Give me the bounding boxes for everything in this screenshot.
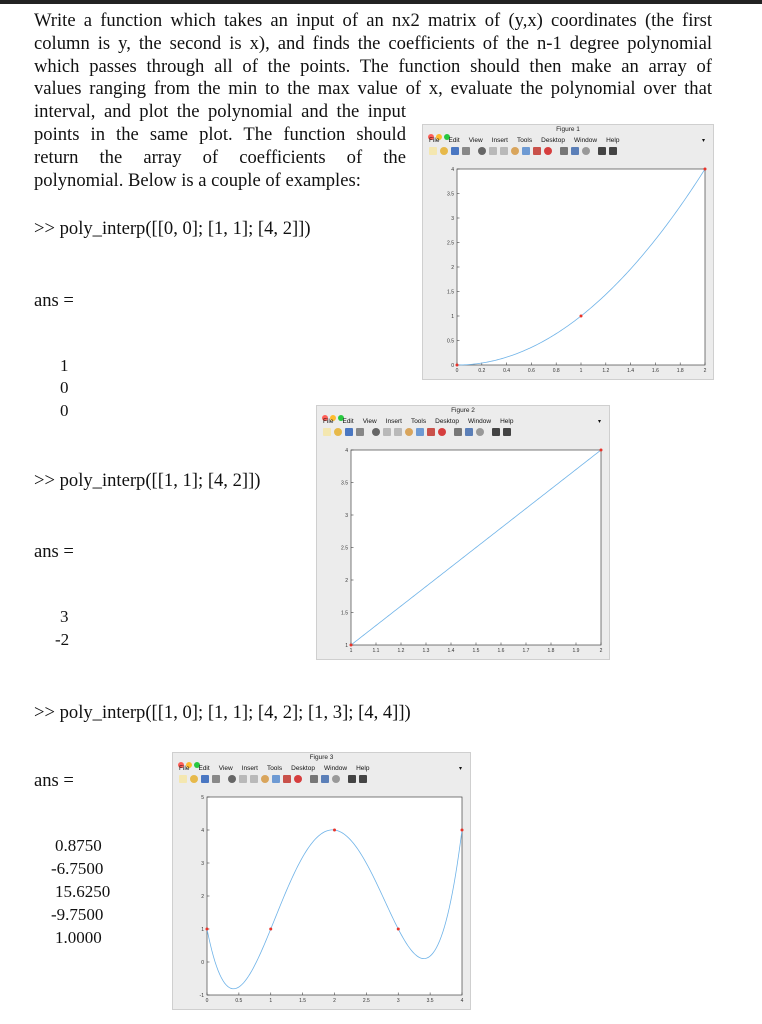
menu-item-help[interactable]: Help bbox=[356, 765, 370, 772]
top-border bbox=[0, 0, 762, 4]
x-tick-label: 0.6 bbox=[527, 368, 535, 374]
x-tick-label: 1.1 bbox=[372, 648, 380, 654]
menu-overflow-arrow-icon[interactable]: ▾ bbox=[701, 138, 705, 144]
x-tick-label: 1.4 bbox=[447, 648, 455, 654]
x-tick-label: 1 bbox=[269, 998, 273, 1004]
menu-item-window[interactable]: Window bbox=[467, 418, 492, 425]
menu-item-insert[interactable]: Insert bbox=[385, 418, 402, 425]
example-command: >> poly_interp([[0, 0]; [1, 1]; [4, 2]]) bbox=[34, 218, 311, 239]
data-point bbox=[456, 364, 459, 367]
axes-box bbox=[207, 797, 462, 995]
example-command: >> poly_interp([[1, 1]; [4, 2]]) bbox=[34, 470, 261, 491]
menu-item-help[interactable]: Help bbox=[500, 418, 514, 425]
x-tick-label: 0.8 bbox=[552, 368, 560, 374]
x-tick-label: 1.8 bbox=[547, 648, 555, 654]
y-tick-label: 0 bbox=[201, 959, 204, 966]
y-tick-label: 3 bbox=[345, 512, 348, 519]
y-tick-label: 4 bbox=[451, 166, 454, 173]
x-tick-label: 1.6 bbox=[497, 648, 505, 654]
y-tick-label: 2.5 bbox=[447, 240, 454, 247]
coefficient-value: -2 bbox=[55, 630, 70, 649]
x-tick-label: 1 bbox=[579, 368, 583, 374]
y-tick-label: 4 bbox=[345, 447, 348, 454]
y-tick-label: 0.5 bbox=[447, 338, 454, 345]
y-tick-label: 3 bbox=[201, 860, 204, 867]
x-tick-label: 1.3 bbox=[422, 648, 430, 654]
x-tick-label: 1.8 bbox=[676, 368, 684, 374]
x-tick-label: 1.9 bbox=[572, 648, 580, 654]
y-tick-label: 2 bbox=[201, 893, 204, 900]
coefficient-value: -6.7500 bbox=[51, 859, 104, 878]
example-command: >> poly_interp([[1, 0]; [1, 1]; [4, 2]; [1, 3]; [4, 4]]) bbox=[34, 702, 411, 723]
menu-item-desktop[interactable]: Desktop bbox=[541, 137, 565, 144]
figure-title: Figure 2 bbox=[451, 407, 475, 414]
data-point bbox=[704, 168, 707, 171]
x-tick-label: 4 bbox=[460, 998, 464, 1004]
menu-item-file[interactable]: File bbox=[429, 137, 440, 144]
coefficient-value: -9.7500 bbox=[51, 905, 104, 924]
y-tick-label: 5 bbox=[201, 794, 204, 801]
coefficient-value: 1.0000 bbox=[55, 928, 102, 947]
menu-overflow-arrow-icon[interactable]: ▾ bbox=[458, 766, 462, 772]
data-point bbox=[333, 829, 336, 832]
x-tick-label: 3 bbox=[396, 998, 400, 1004]
plot-area[interactable] bbox=[423, 125, 713, 379]
figure-window-3[interactable] bbox=[172, 752, 471, 1010]
y-tick-label: 1.5 bbox=[341, 610, 348, 617]
x-tick-label: 1.7 bbox=[522, 648, 530, 654]
data-point bbox=[580, 315, 583, 318]
data-point bbox=[269, 928, 272, 931]
x-tick-label: 0 bbox=[205, 998, 209, 1004]
menu-item-view[interactable]: View bbox=[218, 765, 233, 772]
axes-box bbox=[457, 169, 705, 365]
problem-line: return the array of coefficients of the bbox=[34, 146, 406, 168]
menu-item-desktop[interactable]: Desktop bbox=[291, 765, 315, 772]
problem-line: points in the same plot. The function should bbox=[34, 123, 406, 145]
ans-label: ans = bbox=[34, 541, 74, 562]
menu-item-window[interactable]: Window bbox=[323, 765, 348, 772]
menu-item-tools[interactable]: Tools bbox=[516, 137, 533, 144]
data-point bbox=[350, 644, 353, 647]
x-tick-label: 1 bbox=[349, 648, 353, 654]
x-tick-label: 2 bbox=[703, 368, 707, 374]
y-tick-label: 3 bbox=[451, 215, 454, 222]
coefficient-value: 0 bbox=[60, 378, 69, 397]
figure-window-2[interactable] bbox=[316, 405, 610, 660]
y-tick-label: 2 bbox=[451, 264, 454, 271]
menu-item-file[interactable]: File bbox=[179, 765, 190, 772]
x-tick-label: 2 bbox=[599, 648, 603, 654]
figure-title: Figure 3 bbox=[309, 754, 334, 761]
x-tick-label: 1.4 bbox=[627, 368, 635, 374]
data-point bbox=[461, 829, 464, 832]
data-point bbox=[206, 928, 209, 931]
x-tick-label: 0 bbox=[455, 368, 459, 374]
menu-item-help[interactable]: Help bbox=[606, 137, 620, 144]
coefficient-value: 0 bbox=[60, 401, 69, 420]
y-tick-label: 4 bbox=[201, 827, 204, 834]
figure-title: Figure 1 bbox=[556, 126, 580, 133]
plot-area[interactable] bbox=[317, 406, 609, 659]
x-tick-label: 1.6 bbox=[651, 368, 659, 374]
coefficient-value: 1 bbox=[60, 356, 69, 375]
data-point bbox=[397, 928, 400, 931]
menu-item-edit[interactable]: Edit bbox=[198, 765, 210, 772]
y-tick-label: 3.5 bbox=[447, 191, 454, 198]
menu-item-file[interactable]: File bbox=[323, 418, 334, 425]
problem-line: column is y, the second is x), and finds the coefficients of the n-1 degree polynomial bbox=[34, 32, 712, 54]
menu-item-edit[interactable]: Edit bbox=[342, 418, 354, 425]
x-tick-label: 1.5 bbox=[299, 998, 307, 1004]
menu-overflow-arrow-icon[interactable]: ▾ bbox=[597, 419, 601, 425]
coefficient-value: 15.6250 bbox=[55, 882, 111, 901]
ans-label: ans = bbox=[34, 770, 74, 791]
y-tick-label: 1 bbox=[345, 642, 348, 649]
coefficient-value: 3 bbox=[60, 607, 69, 626]
menu-item-view[interactable]: View bbox=[468, 137, 483, 144]
x-tick-label: 2 bbox=[333, 998, 336, 1004]
x-tick-label: 1.2 bbox=[397, 648, 405, 654]
problem-line: interval, and plot the polynomial and the input bbox=[34, 101, 406, 123]
problem-line: values ranging from the min to the max value of x, evaluate the polynomial over that bbox=[34, 78, 712, 100]
y-tick-label: 2 bbox=[345, 577, 348, 584]
menu-item-window[interactable]: Window bbox=[573, 137, 598, 144]
problem-line: Write a function which takes an input of an nx2 matrix of (y,x) coordinates (the first bbox=[34, 10, 712, 31]
problem-line: which passes through all of the points. The function should then make an array of bbox=[34, 55, 712, 77]
menu-item-edit[interactable]: Edit bbox=[448, 137, 460, 144]
menu-item-insert[interactable]: Insert bbox=[241, 765, 258, 772]
y-tick-label: 2.5 bbox=[341, 545, 348, 552]
y-tick-label: 1 bbox=[451, 313, 454, 320]
x-tick-label: 2.5 bbox=[362, 998, 370, 1004]
ans-label: ans = bbox=[34, 290, 74, 311]
y-tick-label: 0 bbox=[451, 362, 454, 369]
menu-item-insert[interactable]: Insert bbox=[491, 137, 508, 144]
y-tick-label: -1 bbox=[199, 992, 204, 999]
menu-item-tools[interactable]: Tools bbox=[410, 418, 427, 425]
x-tick-label: 3.5 bbox=[426, 998, 434, 1004]
y-tick-label: 3.5 bbox=[341, 480, 348, 487]
menu-item-tools[interactable]: Tools bbox=[266, 765, 283, 772]
x-tick-label: 0.4 bbox=[503, 368, 511, 374]
coefficient-value: 0.8750 bbox=[55, 836, 102, 855]
x-tick-label: 0.5 bbox=[235, 998, 243, 1004]
menu-item-view[interactable]: View bbox=[362, 418, 377, 425]
problem-line: polynomial. Below is a couple of examples: bbox=[34, 169, 361, 191]
x-tick-label: 1.5 bbox=[472, 648, 480, 654]
menu-item-desktop[interactable]: Desktop bbox=[435, 418, 459, 425]
figure-window-1[interactable] bbox=[422, 124, 714, 380]
x-tick-label: 0.2 bbox=[478, 368, 486, 374]
data-point bbox=[600, 449, 603, 452]
y-tick-label: 1 bbox=[201, 926, 204, 933]
plot-area[interactable] bbox=[173, 753, 470, 1009]
y-tick-label: 1.5 bbox=[447, 289, 454, 296]
x-tick-label: 1.2 bbox=[602, 368, 610, 374]
